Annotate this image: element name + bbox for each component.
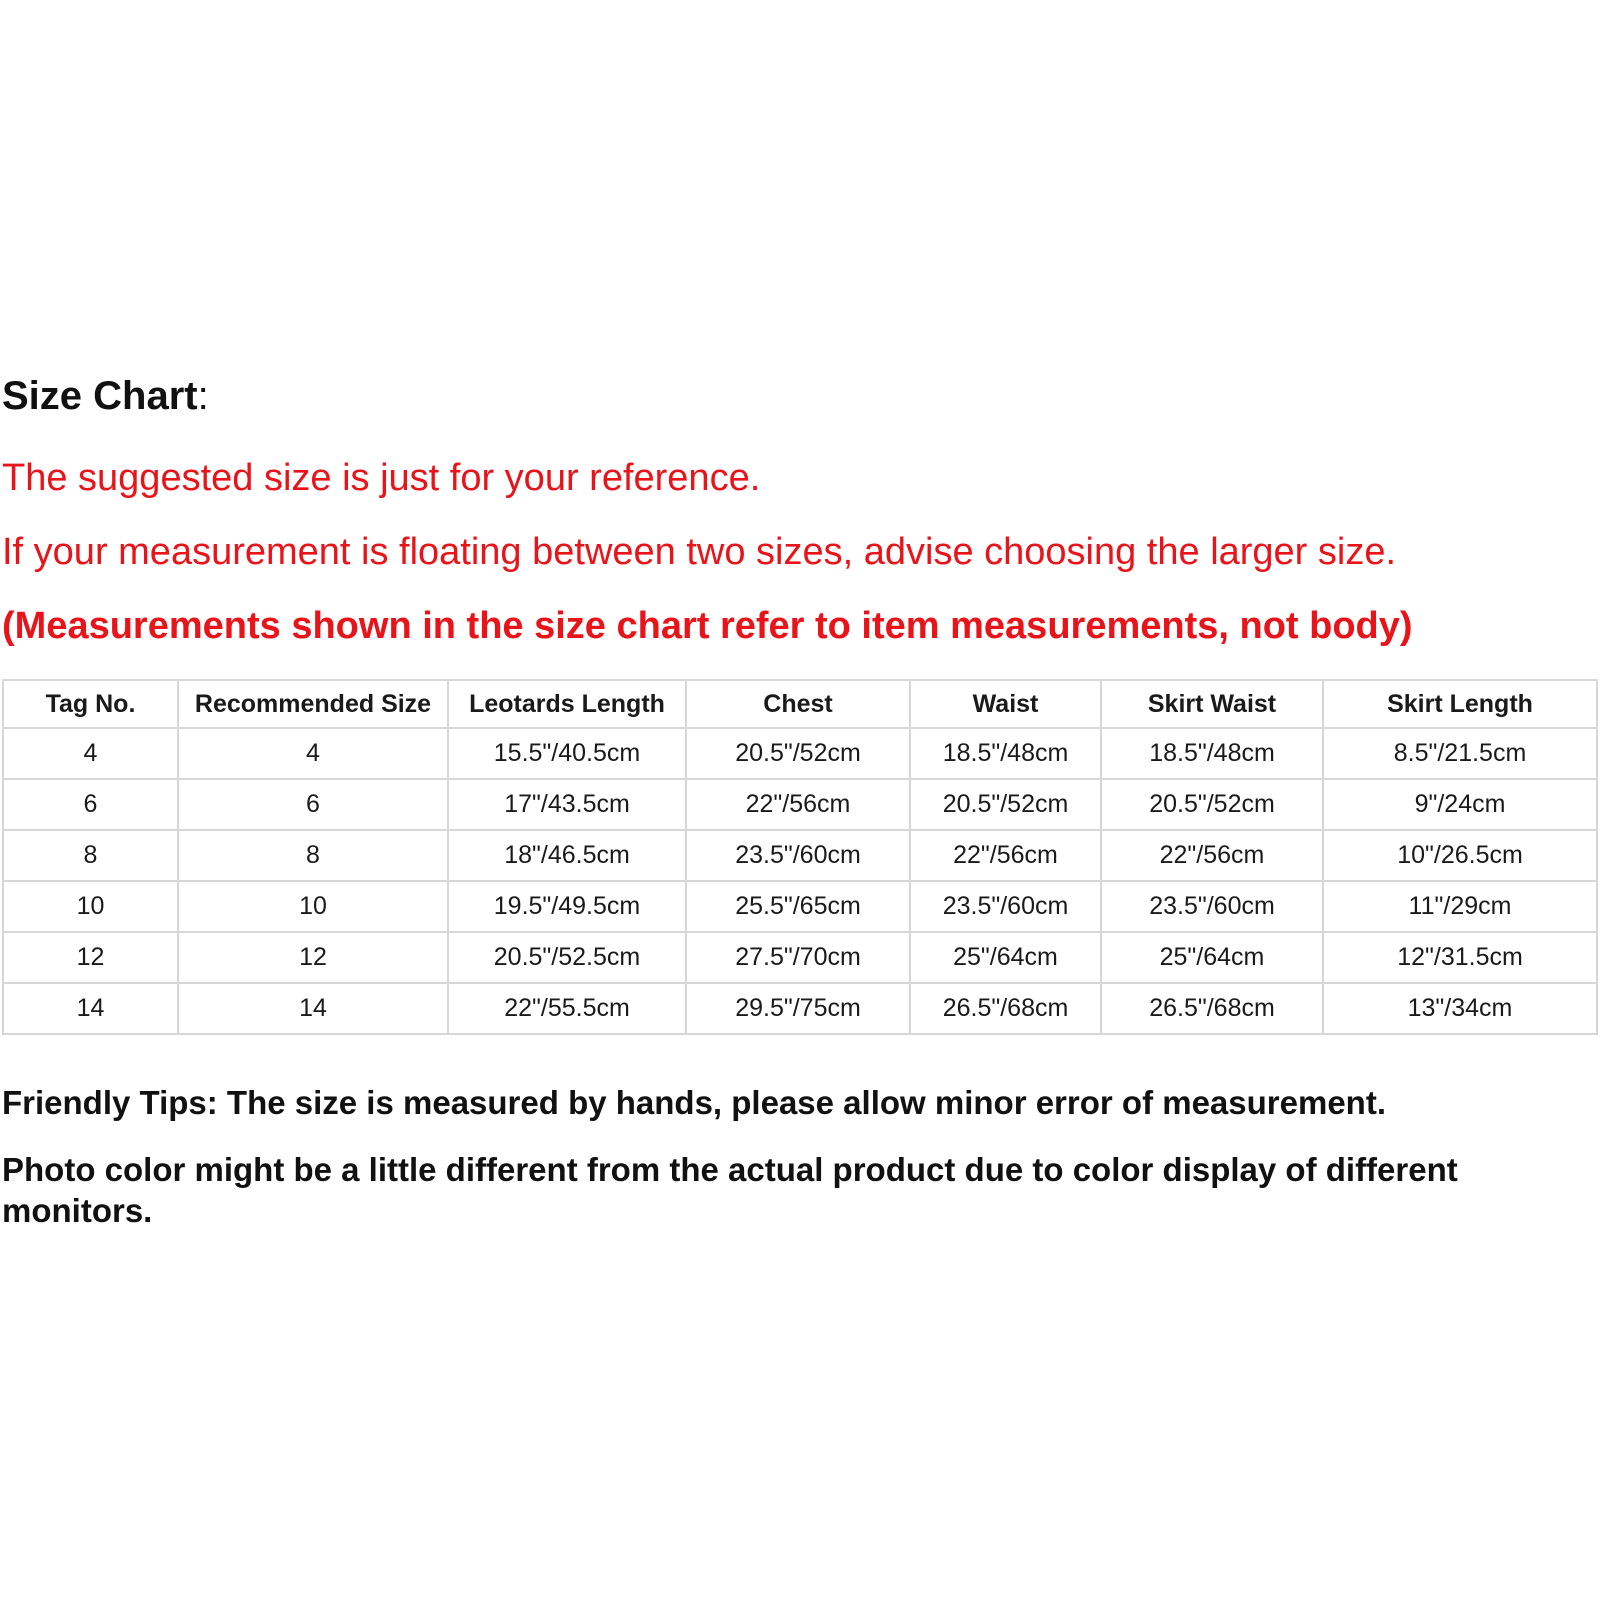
cell-recommended-size: 12: [178, 932, 448, 983]
cell-skirt-waist: 22"/56cm: [1101, 830, 1323, 881]
reference-note: The suggested size is just for your reference.: [2, 457, 761, 499]
cell-skirt-length: 8.5"/21.5cm: [1323, 728, 1597, 779]
cell-skirt-length: 13"/34cm: [1323, 983, 1597, 1034]
cell-tag-no: 8: [3, 830, 178, 881]
photo-color-tip: Photo color might be a little different from the actual product due to color display of different monitors.: [2, 1151, 1458, 1229]
cell-waist: 23.5"/60cm: [910, 881, 1101, 932]
cell-tag-no: 14: [3, 983, 178, 1034]
cell-skirt-waist: 18.5"/48cm: [1101, 728, 1323, 779]
cell-waist: 18.5"/48cm: [910, 728, 1101, 779]
cell-waist: 20.5"/52cm: [910, 779, 1101, 830]
cell-skirt-waist: 20.5"/52cm: [1101, 779, 1323, 830]
cell-skirt-length: 9"/24cm: [1323, 779, 1597, 830]
cell-tag-no: 4: [3, 728, 178, 779]
header-chest: Chest: [686, 680, 910, 728]
header-tag-no: Tag No.: [3, 680, 178, 728]
cell-waist: 25"/64cm: [910, 932, 1101, 983]
cell-waist: 26.5"/68cm: [910, 983, 1101, 1034]
cell-recommended-size: 8: [178, 830, 448, 881]
between-sizes-note: If your measurement is floating between two sizes, advise choosing the larger size.: [2, 531, 1397, 573]
header-leotards-length: Leotards Length: [448, 680, 686, 728]
cell-tag-no: 6: [3, 779, 178, 830]
cell-tag-no: 10: [3, 881, 178, 932]
page-title-text: Size Chart: [2, 374, 198, 418]
cell-skirt-waist: 25"/64cm: [1101, 932, 1323, 983]
cell-chest: 29.5"/75cm: [686, 983, 910, 1034]
cell-skirt-waist: 23.5"/60cm: [1101, 881, 1323, 932]
cell-chest: 23.5"/60cm: [686, 830, 910, 881]
cell-recommended-size: 4: [178, 728, 448, 779]
size-chart-table: [2, 679, 1598, 1035]
cell-skirt-waist: 26.5"/68cm: [1101, 983, 1323, 1034]
cell-skirt-length: 10"/26.5cm: [1323, 830, 1597, 881]
cell-skirt-length: 11"/29cm: [1323, 881, 1597, 932]
cell-chest: 25.5"/65cm: [686, 881, 910, 932]
header-skirt-length: Skirt Length: [1323, 680, 1597, 728]
friendly-tips: Friendly Tips: The size is measured by hands, please allow minor error of measurement.: [2, 1084, 1386, 1121]
table-row: [3, 728, 1597, 779]
table-header-row: [3, 680, 1597, 728]
header-waist: Waist: [910, 680, 1101, 728]
header-recommended-size: Recommended Size: [178, 680, 448, 728]
cell-recommended-size: 14: [178, 983, 448, 1034]
table-row: [3, 881, 1597, 932]
item-measurements-note: (Measurements shown in the size chart refer to item measurements, not body): [2, 605, 1413, 647]
cell-skirt-length: 12"/31.5cm: [1323, 932, 1597, 983]
cell-tag-no: 12: [3, 932, 178, 983]
page-title-colon: :: [197, 374, 209, 418]
cell-waist: 22"/56cm: [910, 830, 1101, 881]
cell-leotards-length: 20.5"/52.5cm: [448, 932, 686, 983]
cell-leotards-length: 15.5"/40.5cm: [448, 728, 686, 779]
cell-leotards-length: 18"/46.5cm: [448, 830, 686, 881]
cell-chest: 22"/56cm: [686, 779, 910, 830]
cell-leotards-length: 22"/55.5cm: [448, 983, 686, 1034]
cell-leotards-length: 17"/43.5cm: [448, 779, 686, 830]
table-row: [3, 830, 1597, 881]
cell-recommended-size: 6: [178, 779, 448, 830]
cell-chest: 27.5"/70cm: [686, 932, 910, 983]
table-row: [3, 779, 1597, 830]
table-row: [3, 932, 1597, 983]
table-row: [3, 983, 1597, 1034]
page-title: [2, 376, 209, 416]
cell-leotards-length: 19.5"/49.5cm: [448, 881, 686, 932]
cell-chest: 20.5"/52cm: [686, 728, 910, 779]
header-skirt-waist: Skirt Waist: [1101, 680, 1323, 728]
cell-recommended-size: 10: [178, 881, 448, 932]
